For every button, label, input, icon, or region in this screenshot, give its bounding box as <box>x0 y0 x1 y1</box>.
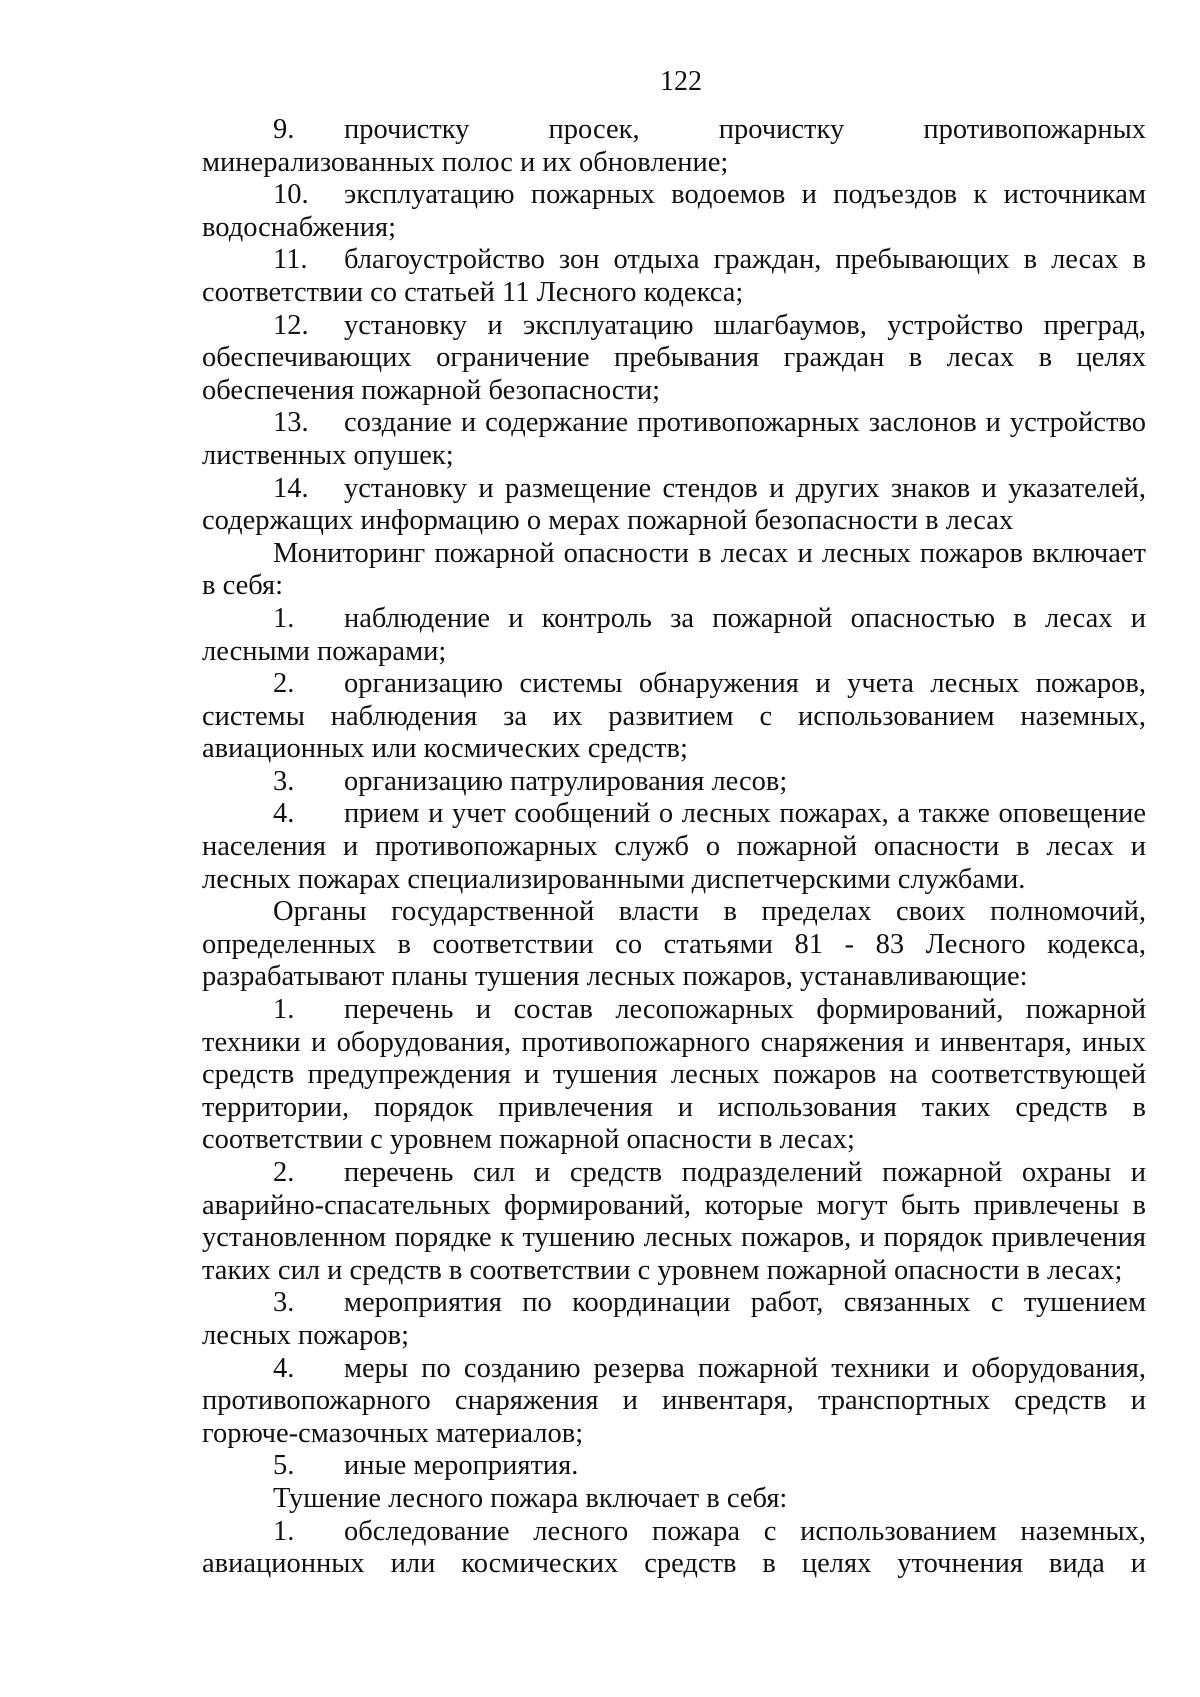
item-text: организацию системы обнаружения и учета лесных пожаров, системы наблюдения за их развитием с использованием наземных, авиационных или космических средств; <box>202 668 1146 765</box>
item-text: установку и эксплуатацию шлагбаумов, устройство преград, обеспечивающих ограничение пребывания граждан в лесах в целях обеспечения пожарной безопасности; <box>202 309 1146 406</box>
item-text: прием и учет сообщений о лесных пожарах, а также оповещение населения и противопожарных служб о пожарной опасности в лесах и лесных пожарах специализированными диспетчерскими службами. <box>202 798 1146 895</box>
item-text: мероприятия по координации работ, связанных с тушением лесных пожаров; <box>202 1287 1146 1351</box>
paragraph-text: Органы государственной власти в пределах своих полномочий, определенных в соответствии со статьями 81 - 83 Лесного кодекса, разрабатывают планы тушения лесных пожаров, устанавливающие: <box>202 896 1146 993</box>
list-item <box>202 798 1146 896</box>
list-item <box>202 668 1146 766</box>
list-item <box>202 179 1146 244</box>
section-paragraph <box>202 538 1146 603</box>
section-paragraph <box>202 896 1146 994</box>
item-text: организацию патрулирования лесов; <box>344 765 788 797</box>
item-number: 1. <box>273 1515 295 1547</box>
item-text: иные мероприятия. <box>344 1450 579 1482</box>
paragraph-text: Тушение лесного пожара включает в себя: <box>273 1482 788 1514</box>
list-item <box>202 994 1146 1157</box>
list-item <box>202 310 1146 408</box>
item-number: 4. <box>273 798 295 830</box>
item-number: 12. <box>273 309 309 341</box>
item-text: перечень и состав лесопожарных формирований, пожарной техники и оборудования, противопожарного снаряжения и инвентаря, иных средств предупреждения и тушения лесных пожаров на соответствующей территории, порядок привлечения и использования таких средств в соответствии с уровнем пожарной опасности в лесах; <box>202 994 1146 1156</box>
list-item <box>202 1353 1146 1451</box>
list-item <box>202 407 1146 472</box>
document-body <box>202 114 1146 1581</box>
item-number: 1. <box>273 994 295 1026</box>
item-number: 9. <box>273 114 295 145</box>
item-number: 4. <box>273 1352 295 1384</box>
item-number: 2. <box>273 1157 295 1188</box>
item-number: 14. <box>273 472 309 504</box>
item-text: установку и размещение стендов и других знаков и указателей, содержащих информацию о мерах пожарной безопасности в лесах <box>202 472 1146 537</box>
list-item <box>202 244 1146 309</box>
item-number: 2. <box>273 668 295 700</box>
item-text: создание и содержание противопожарных заслонов и устройство лиственных опушек; <box>202 407 1146 471</box>
list-item <box>202 1516 1146 1581</box>
list-item <box>202 1287 1146 1352</box>
item-text: прочистку просек, прочистку противопожарных минерализованных полос и их обновление; <box>202 114 1146 178</box>
item-number: 5. <box>273 1450 295 1482</box>
item-number: 3. <box>273 765 295 797</box>
item-number: 1. <box>273 602 295 634</box>
list-item <box>202 473 1146 538</box>
item-number: 3. <box>273 1287 295 1319</box>
item-number: 10. <box>273 179 309 211</box>
list-item <box>202 1157 1146 1287</box>
item-text: эксплуатацию пожарных водоемов и подъездов к источникам водоснабжения; <box>202 179 1146 243</box>
item-number: 13. <box>273 407 309 439</box>
list-item <box>202 1450 1146 1483</box>
item-text: благоустройство зон отдыха граждан, пребывающих в лесах в соответствии со статьей 11 Лесного кодекса; <box>202 244 1146 308</box>
section-paragraph <box>202 1483 1146 1516</box>
item-text: обследование лесного пожара с использованием наземных, авиационных или космических средств в целях уточнения вида и <box>202 1515 1146 1580</box>
item-text: меры по созданию резерва пожарной техники и оборудования, противопожарного снаряжения и инвентаря, транспортных средств и горюче-смазочных материалов; <box>202 1352 1146 1449</box>
paragraph-text: Мониторинг пожарной опасности в лесах и лесных пожаров включает в себя: <box>202 537 1146 602</box>
list-item <box>202 603 1146 668</box>
item-text: наблюдение и контроль за пожарной опасностью в лесах и лесными пожарами; <box>202 602 1146 667</box>
page-number: 122 <box>660 66 702 97</box>
list-item <box>202 114 1146 179</box>
item-number: 11. <box>273 244 308 276</box>
list-item <box>202 766 1146 799</box>
item-text: перечень сил и средств подразделений пожарной охраны и аварийно-спасательных формирований, которые могут быть привлечены в установленном порядке к тушению лесных пожаров, и порядок привлечения таких сил и средств в соответствии с уровнем пожарной опасности в лесах; <box>202 1157 1146 1286</box>
